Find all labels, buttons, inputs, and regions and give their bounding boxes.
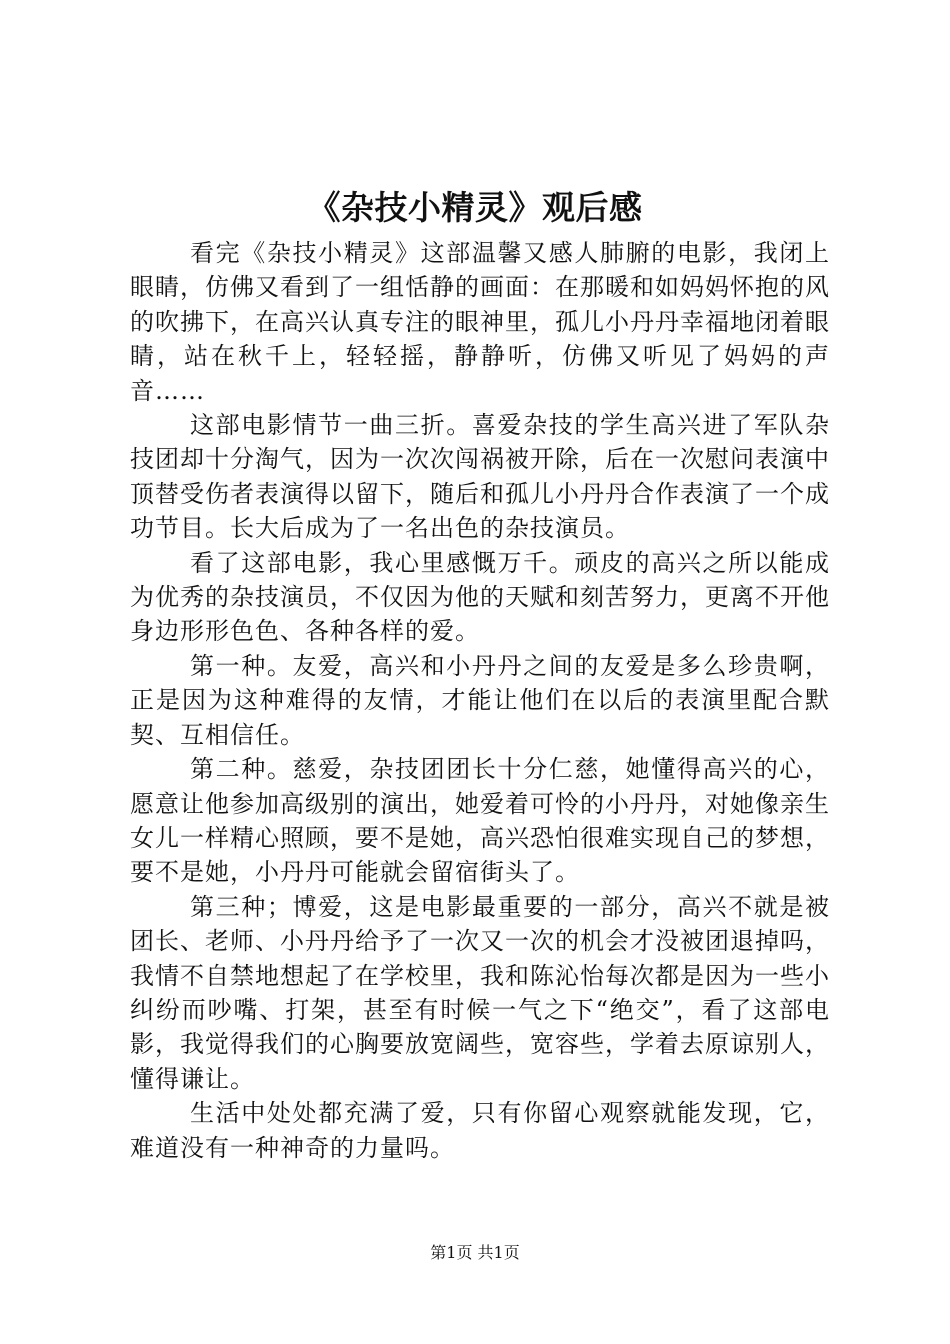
paragraph-7: 生活中处处都充满了爱，只有你留心观察就能发现，它，难道没有一种神奇的力量吗。 bbox=[130, 1099, 830, 1162]
paragraph-3: 看了这部电影，我心里感慨万千。顽皮的高兴之所以能成为优秀的杂技演员，不仅因为他的天赋和刻苦努力，更离不开他身边形形色色、各种各样的爱。 bbox=[130, 548, 830, 646]
paragraph-5: 第二种。慈爱，杂技团团长十分仁慈，她懂得高兴的心，愿意让他参加高级别的演出，她爱着可怜的小丹丹，对她像亲生女儿一样精心照顾，要不是她，高兴恐怕很难实现自己的梦想，要不是她，小丹丹可能就会留宿街头了。 bbox=[130, 755, 830, 887]
document-body bbox=[130, 236, 830, 1165]
paragraph-2: 这部电影情节一曲三折。喜爱杂技的学生高兴进了军队杂技团却十分淘气，因为一次次闯祸被开除，后在一次慰问表演中顶替受伤者表演得以留下，随后和孤儿小丹丹合作表演了一个成功节目。长大后成为了一名出色的杂技演员。 bbox=[130, 411, 830, 543]
paragraph-4: 第一种。友爱，高兴和小丹丹之间的友爱是多么珍贵啊，正是因为这种难得的友情，才能让他们在以后的表演里配合默契、互相信任。 bbox=[130, 651, 830, 749]
paragraph-6: 第三种；博爱，这是电影最重要的一部分，高兴不就是被团长、老师、小丹丹给予了一次又一次的机会才没被团退掉吗，我情不自禁地想起了在学校里，我和陈沁怡每次都是因为一些小纠纷而吵嘴、打架，甚至有时候一气之下“绝交”，看了这部电影，我觉得我们的心胸要放宽阔些，宽容些，学着去原谅别人，懂得谦让。 bbox=[130, 892, 830, 1093]
document-title: 《杂技小精灵》观后感 bbox=[307, 188, 643, 227]
paragraph-1: 看完《杂技小精灵》这部温馨又感人肺腑的电影，我闭上眼睛，仿佛又看到了一组恬静的画面：在那暖和如妈妈怀抱的风的吹拂下，在高兴认真专注的眼神里，孤儿小丹丹幸福地闭着眼睛，站在秋千上，轻轻摇，静静听，仿佛又听见了妈妈的声音…… bbox=[130, 239, 830, 405]
page-number-footer: 第1页 共1页 bbox=[430, 1243, 520, 1262]
